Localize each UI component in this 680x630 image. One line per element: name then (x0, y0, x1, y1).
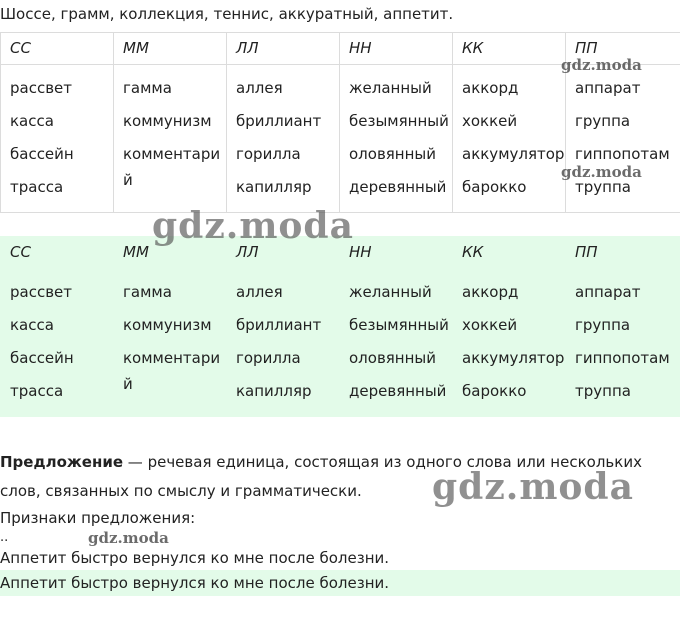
word-item: гамма (123, 79, 172, 97)
table-cell (566, 65, 680, 213)
word-item: касса (10, 316, 54, 334)
table-cell (340, 65, 453, 213)
column-header: ЛЛ (227, 237, 340, 269)
table-cell (227, 269, 340, 417)
column-header: ЛЛ (227, 33, 340, 65)
table-row (1, 65, 680, 213)
word-item: коммунизм (123, 112, 212, 130)
word-item: капилляр (236, 178, 312, 196)
signs-label: Признаки предложения: (0, 509, 196, 527)
column-header: СС (1, 237, 114, 269)
word-item: группа (575, 112, 631, 130)
word-item: аккумулятор (462, 349, 565, 367)
word-item: аккумулятор (462, 145, 565, 163)
dot-line: .. (0, 530, 9, 545)
word-item: труппа (575, 178, 631, 196)
column-header: КК (453, 237, 566, 269)
word-item: безымянный (349, 316, 449, 334)
word-item: гиппопотам (575, 145, 670, 163)
column-header: ПП (566, 237, 680, 269)
task-line: Шоссе, грамм, коллекция, теннис, аккуратный, аппетит. (0, 5, 454, 23)
definition-text: — речевая единица, состоящая из одного слова или нескольких слов, связанных по смыслу и грамматически. (0, 453, 642, 500)
table-cell (453, 65, 566, 213)
word-item: капилляр (236, 382, 312, 400)
word-item: оловянный (349, 145, 437, 163)
word-item: барокко (462, 382, 527, 400)
word-item: аккорд (462, 79, 519, 97)
word-item: хоккей (462, 316, 518, 334)
word-item: бриллиант (236, 316, 322, 334)
word-item: аккорд (462, 283, 519, 301)
watermark: gdz.moda (432, 466, 634, 508)
word-item: аппарат (575, 283, 641, 301)
column-header: НН (340, 33, 453, 65)
table-cell (1, 65, 114, 213)
word-item: хоккей (462, 112, 518, 130)
word-item: коммунизм (123, 316, 212, 334)
word-item: безымянный (349, 112, 449, 130)
column-header: КК (453, 33, 566, 65)
word-item: трасса (10, 178, 64, 196)
table-cell (453, 269, 566, 417)
word-item: горилла (236, 349, 301, 367)
column-header: НН (340, 237, 453, 269)
table-cell (227, 65, 340, 213)
word-item: бриллиант (236, 112, 322, 130)
word-item: комментарий (123, 145, 221, 189)
table-row (1, 269, 680, 417)
watermark: gdz.moda (561, 163, 642, 181)
word-item: касса (10, 112, 54, 130)
word-item: рассвет (10, 283, 73, 301)
word-item: оловянный (349, 349, 437, 367)
word-item: группа (575, 316, 631, 334)
example-sentence: Аппетит быстро вернулся ко мне после болезни. (0, 549, 390, 567)
word-item: деревянный (349, 382, 447, 400)
table-cell (114, 65, 227, 213)
word-item: гамма (123, 283, 172, 301)
word-item: аппарат (575, 79, 641, 97)
table-cell (566, 269, 680, 417)
table-cell (114, 269, 227, 417)
words-table-2 (0, 236, 680, 417)
word-item: барокко (462, 178, 527, 196)
watermark: gdz.moda (561, 56, 642, 74)
word-item: гиппопотам (575, 349, 670, 367)
word-item: деревянный (349, 178, 447, 196)
word-item: рассвет (10, 79, 73, 97)
column-header: ММ (114, 33, 227, 65)
watermark: gdz.moda (152, 205, 354, 247)
word-item: аллея (236, 79, 283, 97)
word-item: комментарий (123, 349, 221, 393)
column-header: СС (1, 33, 114, 65)
word-item: труппа (575, 382, 631, 400)
example-sentence-highlighted: Аппетит быстро вернулся ко мне после болезни. (0, 570, 680, 596)
word-item: желанный (349, 79, 432, 97)
word-item: трасса (10, 382, 64, 400)
watermark: gdz.moda (88, 529, 169, 547)
definition-term: Предложение (0, 453, 124, 471)
word-item: бассейн (10, 349, 74, 367)
column-header: ММ (114, 237, 227, 269)
table-cell (340, 269, 453, 417)
word-item: бассейн (10, 145, 74, 163)
table-cell (1, 269, 114, 417)
word-item: желанный (349, 283, 432, 301)
word-item: аллея (236, 283, 283, 301)
column-header: ПП (566, 33, 680, 65)
word-item: горилла (236, 145, 301, 163)
